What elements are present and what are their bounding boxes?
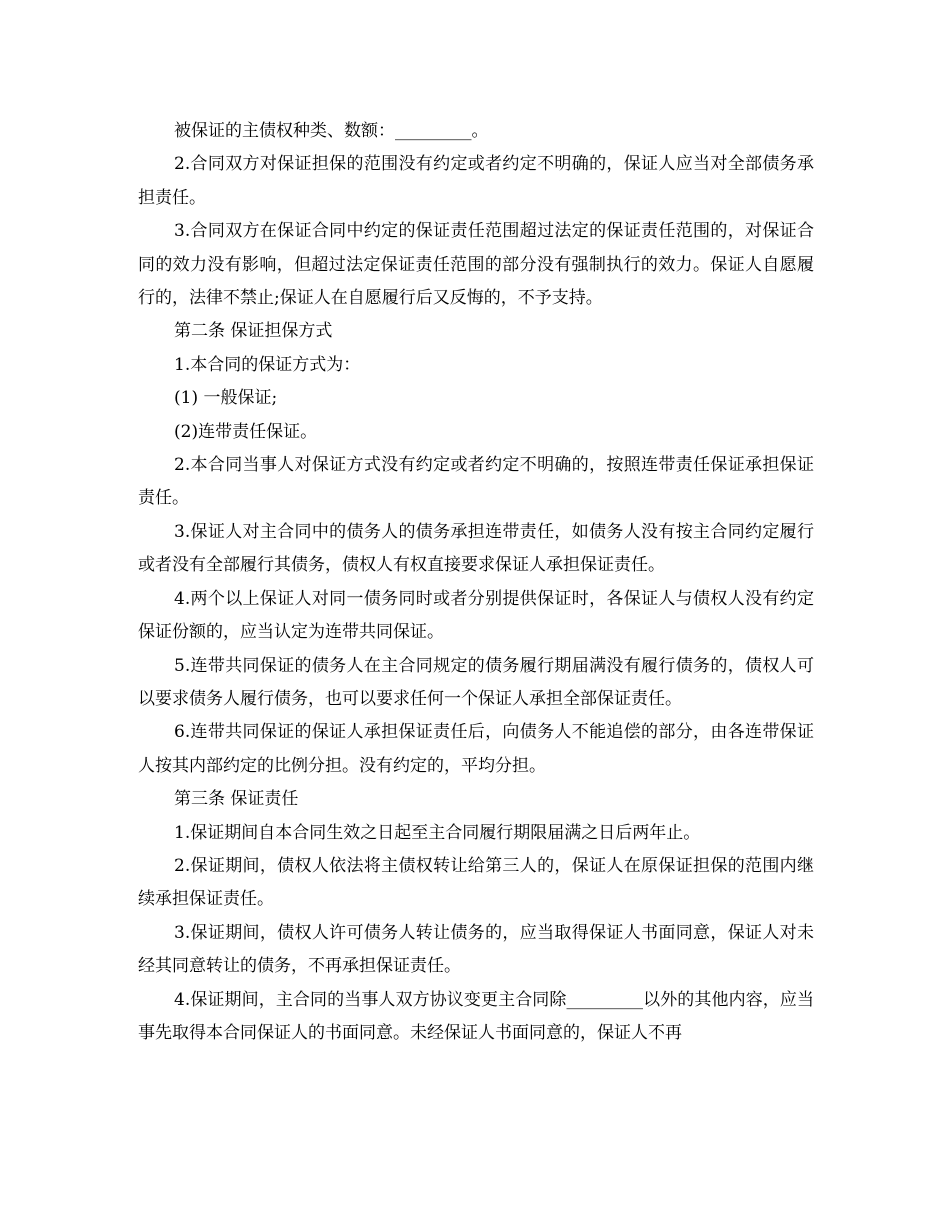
paragraph-multiple-guarantors: 4.两个以上保证人对同一债务同时或者分别提供保证时，各保证人与债权人没有约定保证份额的，应当认定为连带共同保证。 xyxy=(138,588,814,643)
paragraph-scope-exceeds-law: 3.合同双方在保证合同中约定的保证责任范围超过法定的保证责任范围的，对保证合同的效力没有影响，但超过法定保证责任范围的部分没有强制执行的效力。保证人自愿履行的，法律不禁止;保证人在自愿履行后又反悔的，不予支持。 xyxy=(138,221,814,309)
paragraph-guarantee-method: 1.本合同的保证方式为： xyxy=(174,354,361,375)
list-item-general-guarantee: (1) 一般保证; xyxy=(174,388,278,409)
paragraph-joint-liability: 3.保证人对主合同中的债务人的债务承担连带责任，如债务人没有按主合同约定履行或者没有全部履行其债务，债权人有权直接要求保证人承担保证责任。 xyxy=(138,521,814,576)
paragraph-debt-transfer: 3.保证期间，债权人许可债务人转让债务的，应当取得保证人书面同意，保证人对未经其同意转让的债务，不再承担保证责任。 xyxy=(138,922,814,977)
section-heading-article-2: 第二条 保证担保方式 xyxy=(174,321,333,342)
paragraph-contract-change: 4.保证期间，主合同的当事人双方协议变更主合同除_________以外的其他内容，应当事先取得本合同保证人的书面同意。未经保证人书面同意的，保证人不再 xyxy=(138,989,814,1043)
paragraph-joint-debt-default: 5.连带共同保证的债务人在主合同规定的债务履行期届满没有履行债务的，债权人可以要求债务人履行债务，也可以要求任何一个保证人承担全部保证责任。 xyxy=(138,655,814,709)
paragraph-scope-undefined: 2.合同双方对保证担保的范围没有约定或者约定不明确的，保证人应当对全部债务承担责任。 xyxy=(138,154,814,208)
list-item-joint-guarantee: (2)连带责任保证。 xyxy=(174,421,318,442)
paragraph-guarantee-period: 1.保证期间自本合同生效之日起至主合同履行期限届满之日后两年止。 xyxy=(174,822,701,843)
document-page xyxy=(138,115,814,1050)
paragraph-recourse-sharing: 6.连带共同保证的保证人承担保证责任后，向债务人不能追偿的部分，由各连带保证人按其内部约定的比例分担。没有约定的，平均分担。 xyxy=(138,722,814,776)
paragraph-guaranteed-claim: 被保证的主债权种类、数额：_________。 xyxy=(174,121,489,141)
section-heading-article-3: 第三条 保证责任 xyxy=(174,789,299,810)
paragraph-method-undefined: 2.本合同当事人对保证方式没有约定或者约定不明确的，按照连带责任保证承担保证责任。 xyxy=(138,455,814,509)
paragraph-claim-transfer: 2.保证期间，债权人依法将主债权转让给第三人的，保证人在原保证担保的范围内继续承担保证责任。 xyxy=(138,855,814,910)
